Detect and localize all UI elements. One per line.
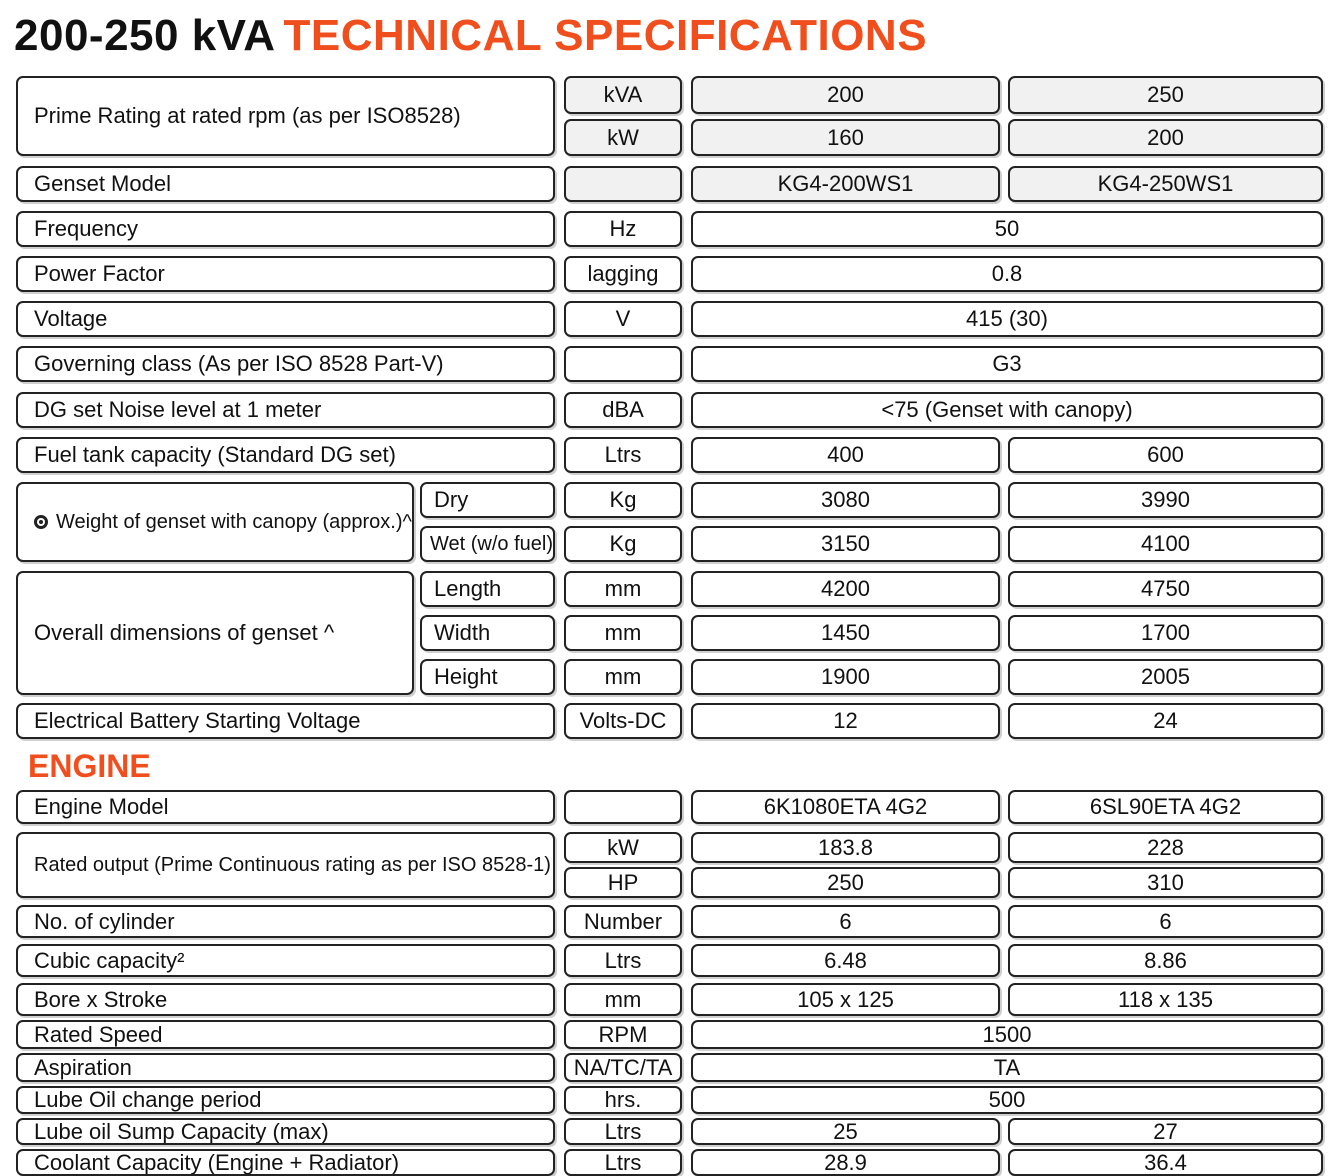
- battery-voltage-unit: Volts-DC: [564, 703, 682, 739]
- dimension-height-200: 1900: [691, 659, 1000, 695]
- weight-label-text: Weight of genset with canopy (approx.)^: [56, 510, 412, 533]
- weight-wet-250: 4100: [1008, 526, 1323, 562]
- bore-stroke-200: 105 x 125: [691, 983, 1000, 1016]
- bore-stroke-250: 118 x 135: [1008, 983, 1323, 1016]
- engine-model-unit: [564, 790, 682, 824]
- cubic-capacity-200: 6.48: [691, 944, 1000, 977]
- prime-kw-200: 160: [691, 119, 1000, 156]
- dimension-length-250: 4750: [1008, 571, 1323, 607]
- noise-level-unit: dBA: [564, 392, 682, 428]
- rated-output-kw-250: 228: [1008, 832, 1323, 863]
- lube-oil-change-unit: hrs.: [564, 1086, 682, 1114]
- lube-oil-change-label: Lube Oil change period: [16, 1086, 555, 1114]
- engine-model-label: Engine Model: [16, 790, 555, 824]
- rated-output-label: Rated output (Prime Continuous rating as per ISO 8528-1): [16, 832, 555, 898]
- frequency-unit: Hz: [564, 211, 682, 247]
- noise-level-label: DG set Noise level at 1 meter: [16, 392, 555, 428]
- dimension-length-200: 4200: [691, 571, 1000, 607]
- coolant-capacity-250: 36.4: [1008, 1149, 1323, 1176]
- coolant-capacity-label: Coolant Capacity (Engine + Radiator): [16, 1149, 555, 1176]
- battery-voltage-200: 12: [691, 703, 1000, 739]
- voltage-unit: V: [564, 301, 682, 337]
- prime-rating-label: [16, 76, 555, 156]
- prime-kva-unit: kVA: [564, 76, 682, 114]
- sump-capacity-250: 27: [1008, 1118, 1323, 1145]
- dimension-width-250: 1700: [1008, 615, 1323, 651]
- power-factor-value: 0.8: [691, 256, 1323, 292]
- genset-model-unit: [564, 166, 682, 202]
- sump-capacity-unit: Ltrs: [564, 1118, 682, 1145]
- weight-dry-unit: Kg: [564, 482, 682, 518]
- frequency-label: Frequency: [16, 211, 555, 247]
- coolant-capacity-unit: Ltrs: [564, 1149, 682, 1176]
- fuel-tank-250: 600: [1008, 437, 1323, 473]
- rated-output-hp-unit: HP: [564, 867, 682, 898]
- cylinders-200: 6: [691, 905, 1000, 938]
- dimension-width-200: 1450: [691, 615, 1000, 651]
- battery-voltage-250: 24: [1008, 703, 1323, 739]
- engine-section-heading: ENGINE: [28, 748, 151, 784]
- dimensions-label: Overall dimensions of genset ^: [16, 571, 414, 695]
- coolant-capacity-200: 28.9: [691, 1149, 1000, 1176]
- prime-kw-250: 200: [1008, 119, 1323, 156]
- cubic-capacity-label: Cubic capacity²: [16, 944, 555, 977]
- engine-model-200: 6K1080ETA 4G2: [691, 790, 1000, 824]
- bore-stroke-unit: mm: [564, 983, 682, 1016]
- dimension-height-label: Height: [420, 659, 555, 695]
- voltage-label: Voltage: [16, 301, 555, 337]
- engine-model-250: 6SL90ETA 4G2: [1008, 790, 1323, 824]
- prime-kva-250: 250: [1008, 76, 1323, 114]
- weight-dry-label: Dry: [420, 482, 555, 518]
- governing-class-unit: [564, 346, 682, 382]
- weight-wet-label: Wet (w/o fuel): [420, 526, 555, 562]
- weight-dry-250: 3990: [1008, 482, 1323, 518]
- dimension-length-label: Length: [420, 571, 555, 607]
- dimension-height-unit: mm: [564, 659, 682, 695]
- rated-output-hp-200: 250: [691, 867, 1000, 898]
- prime-rating-label-text: Prime Rating at rated rpm (as per ISO8528): [34, 103, 461, 128]
- battery-voltage-label: Electrical Battery Starting Voltage: [16, 703, 555, 739]
- noise-level-value: <75 (Genset with canopy): [691, 392, 1323, 428]
- weight-label: [16, 482, 414, 562]
- genset-model-250: KG4-250WS1: [1008, 166, 1323, 202]
- cylinders-label: No. of cylinder: [16, 905, 555, 938]
- title-technical-specifications: TECHNICAL SPECIFICATIONS: [283, 11, 928, 60]
- fuel-tank-label: Fuel tank capacity (Standard DG set): [16, 437, 555, 473]
- sump-capacity-label: Lube oil Sump Capacity (max): [16, 1118, 555, 1145]
- rated-output-kw-unit: kW: [564, 832, 682, 863]
- weight-dry-200: 3080: [691, 482, 1000, 518]
- aspiration-unit: NA/TC/TA: [564, 1053, 682, 1082]
- power-factor-unit: lagging: [564, 256, 682, 292]
- fuel-tank-unit: Ltrs: [564, 437, 682, 473]
- frequency-value: 50: [691, 211, 1323, 247]
- aspiration-value: TA: [691, 1053, 1323, 1082]
- title-kva-range: 200-250 kVA: [14, 11, 276, 60]
- governing-class-value: G3: [691, 346, 1323, 382]
- rated-output-hp-250: 310: [1008, 867, 1323, 898]
- rated-speed-label: Rated Speed: [16, 1020, 555, 1049]
- rated-speed-value: 1500: [691, 1020, 1323, 1049]
- power-factor-label: Power Factor: [16, 256, 555, 292]
- genset-model-200: KG4-200WS1: [691, 166, 1000, 202]
- voltage-value: 415 (30): [691, 301, 1323, 337]
- prime-kw-unit: kW: [564, 119, 682, 156]
- prime-kva-200: 200: [691, 76, 1000, 114]
- fuel-tank-200: 400: [691, 437, 1000, 473]
- cylinders-250: 6: [1008, 905, 1323, 938]
- cubic-capacity-250: 8.86: [1008, 944, 1323, 977]
- rated-output-kw-200: 183.8: [691, 832, 1000, 863]
- page-title: [14, 10, 927, 62]
- aspiration-label: Aspiration: [16, 1053, 555, 1082]
- cubic-capacity-unit: Ltrs: [564, 944, 682, 977]
- weight-wet-unit: Kg: [564, 526, 682, 562]
- rated-speed-unit: RPM: [564, 1020, 682, 1049]
- sump-capacity-200: 25: [691, 1118, 1000, 1145]
- bullet-icon: [34, 515, 48, 529]
- governing-class-label: Governing class (As per ISO 8528 Part-V): [16, 346, 555, 382]
- dimension-length-unit: mm: [564, 571, 682, 607]
- genset-model-label: Genset Model: [16, 166, 555, 202]
- dimension-height-250: 2005: [1008, 659, 1323, 695]
- cylinders-unit: Number: [564, 905, 682, 938]
- dimension-width-unit: mm: [564, 615, 682, 651]
- dimension-width-label: Width: [420, 615, 555, 651]
- bore-stroke-label: Bore x Stroke: [16, 983, 555, 1016]
- weight-wet-200: 3150: [691, 526, 1000, 562]
- lube-oil-change-value: 500: [691, 1086, 1323, 1114]
